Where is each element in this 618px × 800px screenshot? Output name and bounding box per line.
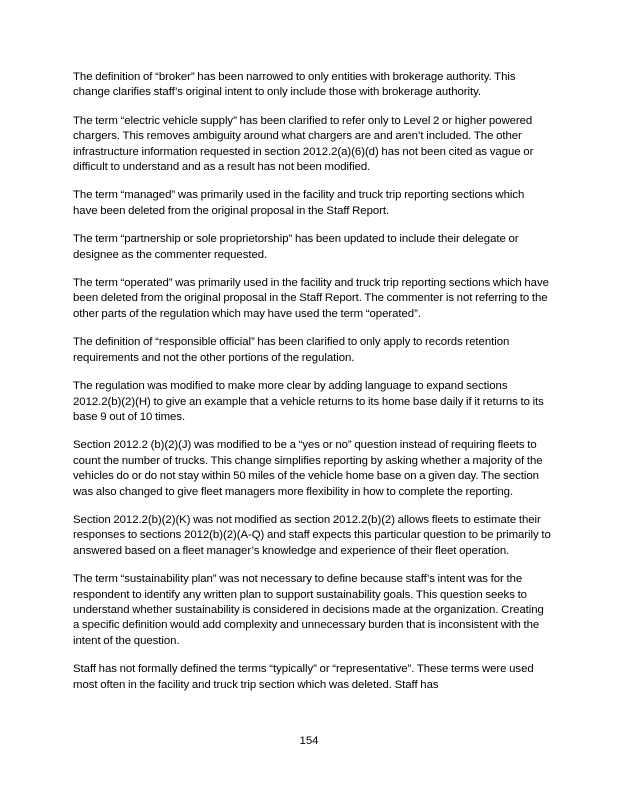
paragraph-sustainability-plan: The term “sustainability plan” was not necessary to define because staff’s intent was for the respondent to identify any written plan to support sustainability goals. This question seeks to understand whether sustainability is considered in decisions made at the organization. Creating a specific definition would add complexity and unnecessary burden that is inconsistent with the intent of the question.: [73, 573, 544, 647]
paragraph-section-h: The regulation was modified to make more clear by adding language to expand sections 2012.2(b)(2)(H) to give an example that a vehicle returns to its home base daily if it returns to its base 9 out of 10 times.: [73, 380, 544, 423]
paragraph-partnership: The term “partnership or sole proprietorship” has been updated to include their delegate or designee as the commenter requested.: [73, 233, 519, 261]
paragraph-section-j: Section 2012.2 (b)(2)(J) was modified to be a “yes or no” question instead of requiring fleets to count the number of trucks. This change simplifies reporting by asking whether a majority of the vehicles do or do not stay within 50 miles of the vehicle home base on a given day. The section was also changed to give fleet managers more flexibility in how to complete the reporting.: [73, 439, 543, 498]
paragraph-typically-representative: Staff has not formally defined the terms “typically” or “representative”. These terms were used most often in the facility and truck trip section which was deleted. Staff has: [73, 663, 534, 691]
paragraph-operated: The term “operated” was primarily used in the facility and truck trip reporting sections which have been deleted from the original proposal in the Staff Report. The commenter is not referring to the other parts of the regulation which may have used the term “operated”.: [73, 277, 549, 320]
paragraph-managed: The term “managed” was primarily used in the facility and truck trip reporting sections which have been deleted from the original proposal in the Staff Report.: [73, 189, 525, 217]
page-body: [73, 70, 551, 706]
paragraph-responsible-official: The definition of “responsible official” has been clarified to only apply to records retention requirements and not the other portions of the regulation.: [73, 336, 510, 364]
paragraph-electric-vehicle-supply: The term “electric vehicle supply” has been clarified to refer only to Level 2 or higher powered chargers. This removes ambiguity around what chargers are and aren’t included. The other infrastructure information requested in section 2012.2(a)(6)(d) has not been cited as vague or difficult to understand and as a result has not been modified.: [73, 114, 534, 174]
paragraph-section-k: Section 2012.2(b)(2)(K) was not modified as section 2012.2(b)(2) allows fleets to estimate their responses to sections 2012(b)(2)(A-Q) and staff expects this particular question to be primarily to answered based on a fleet manager’s knowledge and experience of their fleet operation.: [73, 513, 551, 557]
page-number: 154: [299, 735, 319, 747]
paragraph-broker-definition: The definition of “broker” has been narrowed to only entities with brokerage authority. This change clarifies staff’s original intent to only include those with brokerage authority.: [73, 71, 516, 99]
